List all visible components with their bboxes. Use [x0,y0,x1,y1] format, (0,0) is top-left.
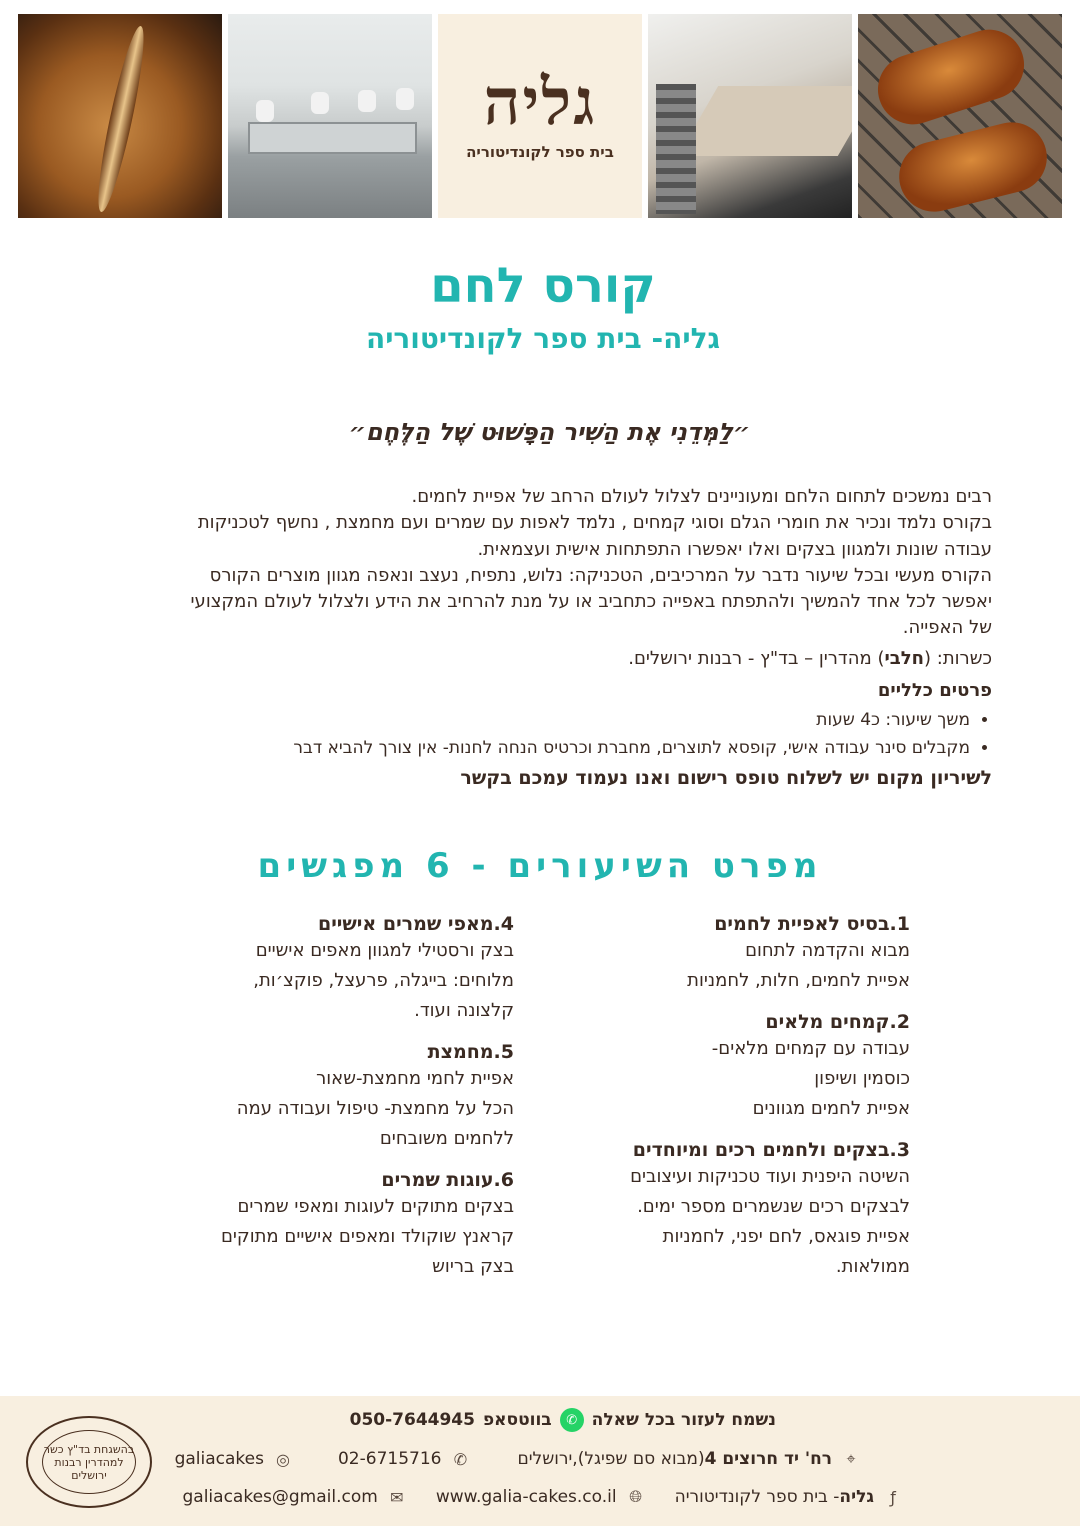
intro-text [162,484,992,642]
location-pin-icon: ⌖ [846,1449,856,1468]
lesson-line: אפיית לחמים, חלות, לחמניות [687,970,910,991]
stamp-text: בהשגחת בד"ץ כשר למהדרין רבנות ירושלים [42,1430,136,1494]
lesson-1 [570,912,910,996]
globe-icon: 🌐︎ [629,1487,643,1506]
whatsapp-icon: ✆ [560,1408,584,1432]
lesson-title: 2.קמחים מלאים [765,1011,910,1033]
lesson-line: כוסמין ושיפון [814,1068,910,1089]
kashrut-rest: ) מהדרין – בד"ץ - רבנות ירושלים. [628,648,885,669]
instagram-icon: ◎ [276,1449,290,1469]
schedule-title: מפרט השיעורים - 6 מפגשים [257,846,823,886]
facebook-rest: - בית ספר לקונדיטוריה [674,1487,840,1507]
lesson-line: מלוחים: בייגלה, פרעצל, פוקצ׳ות, [253,970,514,991]
facebook-bold: גליה [839,1487,874,1507]
lesson-line: עבודה עם קמחים מלאים- [711,1038,910,1059]
photo-strip [18,14,1062,218]
quote: ״לַמְּדֵנִי אֶת הַשִּׁיר הַפָּשׁוּט שֶׁל הַלֶּחֶם״ [348,418,750,446]
facebook-icon: ƒ [890,1487,896,1507]
lesson-6 [174,1168,514,1282]
lesson-line: הכל על מחמצת- טיפול ועבודה עמה [236,1098,514,1119]
lesson-line: בצק בריוש [432,1256,514,1277]
register-note: לשיריון מקום יש לשלוח טופס רישום ואנו נעמוד עמכם בקשר [460,767,992,789]
details-item: • מקבלים סינר עבודה אישי, קופסא לתוצרים, מחברת וכרטיס הנחה לחנות- אין צורך להביא דבר [110,734,970,762]
address-line [175,1448,862,1470]
schedule-column-left [174,912,514,1296]
kashrut-stamp [26,1416,152,1508]
lesson-line: אפיית לחמים מגוונים [752,1098,910,1119]
lesson-line: השיטה היפנית ועוד טכניקות ועיצובים [630,1166,910,1187]
lesson-3 [570,1138,910,1282]
lesson-5 [174,1040,514,1154]
lesson-line: ללחמים משובחים [379,1128,514,1149]
email-link[interactable]: galiacakes@gmail.com [182,1487,378,1507]
kitchen-photo [228,14,432,218]
lesson-title: 3.בצקים ולחמים רכים ומיוחדים [632,1139,910,1161]
whatsapp-number[interactable]: 050-7644945 [349,1410,475,1430]
lesson-title: 5.מחמצת [427,1041,514,1063]
challah-photo [858,14,1062,218]
logo-subtitle: בית ספר לקונדיטוריה [466,143,614,161]
details-list [110,706,992,762]
lesson-line: בצק ורסטילי למגוון מאפים אישיים [255,940,514,961]
lesson-2 [570,1010,910,1124]
intro-paragraph: רבים נמשכים לתחום הלחם ומעוניינים לצלול לעולם הרחב של אפיית לחמים. [411,486,992,507]
lesson-title: 1.בסיס לאפיית לחמים [714,913,910,935]
page-subtitle: גליה- בית ספר לקונדיטוריה [365,322,721,355]
mail-icon: ✉ [390,1487,404,1507]
intro-paragraph: הקורס מעשי ובכל שיעור נדבר על המרכיבים, הטכניקה: נלוש, נתפיח, נעצב ונאפה מגוון מוצרים הקורס יאפשר לכל אחד להמשיך ולהתפתח באפייה כתחביב או על מנת להרחיב את הידע ולצלול לעולם המקצועי של האפייה. [190,564,992,639]
logo [438,14,642,218]
address [517,1449,832,1469]
lesson-line: קראנץ שוקולד ומאפים אישיים מתוקים [220,1226,514,1247]
address-street: רח' יד חרוצים 4 [704,1449,832,1469]
help-line [350,1408,776,1432]
bread-loaf-photo [18,14,222,218]
website-link[interactable]: www.galia-cakes.co.il [435,1487,617,1507]
kashrut-line [162,648,992,669]
classroom-photo [648,14,852,218]
page-title: קורס לחם [430,258,656,314]
lesson-line: קלצונה ועוד. [414,1000,514,1021]
contact-footer [0,1396,1080,1526]
details-item: • משך שיעור: כ4 שעות [110,706,970,734]
instagram-handle[interactable]: galiacakes [174,1449,264,1469]
lesson-title: 6.עוגות שמרים [381,1169,514,1191]
logo-mark: גליה [483,65,597,140]
phone-icon: ✆ [453,1449,468,1469]
facebook-page[interactable] [675,1487,874,1507]
help-text: נשמח לעזור בכל שאלה [591,1410,776,1430]
web-line [183,1486,905,1508]
phone-number[interactable]: 02-6715716 [337,1449,442,1469]
lesson-line: בצקים מתוקים לעוגות ומאפי שמרים [237,1196,514,1217]
kashrut-dairy: חלבי [884,648,925,669]
lesson-line: לבצקים רכים שנשמרים מספר ימים. [637,1196,910,1217]
lesson-line: אפיית לחמי מחמצת-שאור [316,1068,514,1089]
lesson-4 [174,912,514,1026]
lesson-title: 4.מאפי שמרים אישיים [317,913,514,935]
schedule-column-right [570,912,910,1296]
lesson-line: ממולאות. [835,1256,910,1277]
whatsapp-label: בווטסאפ [482,1410,552,1430]
lesson-line: מבוא והקדמה לתחום [745,940,910,961]
kashrut-label: כשרות: ( [924,648,992,669]
lesson-line: אפיית פוגאס, לחם יפני, לחמניות [662,1226,910,1247]
details-heading: פרטים כלליים [877,680,992,701]
intro-paragraph: בקורס נלמד ונכיר את חומרי הגלם וסוגי קמחים , נלמד לאפות עם שמרים ועם מחמצת , נחשף לטכניקות עבודה שונות ולמגוון בצקים ואלו יאפשרו התפתחות אישית ועצמאית. [197,512,992,560]
address-rest: (מבוא סם שפיגל),ירושלים [517,1449,705,1469]
